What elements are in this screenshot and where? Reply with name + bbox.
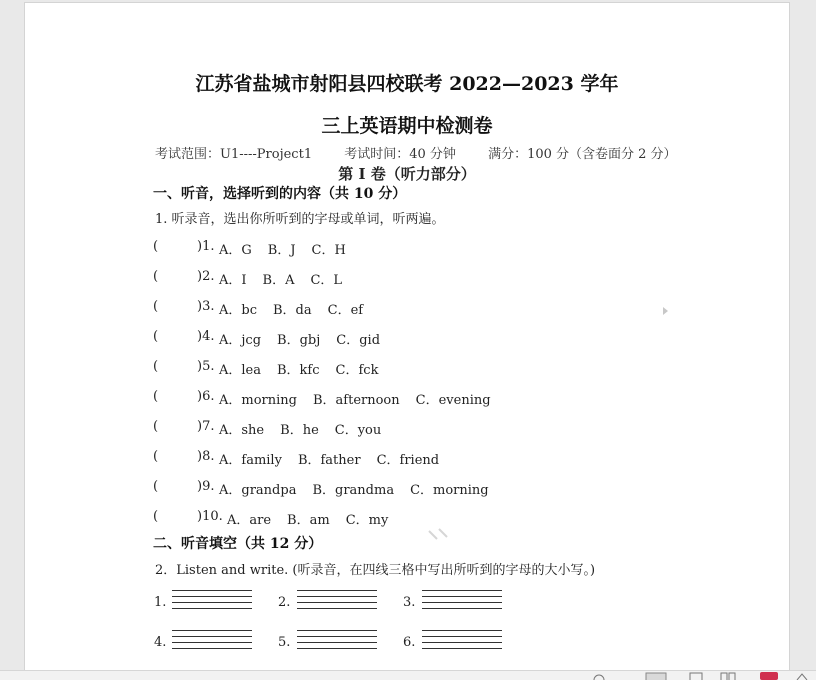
watermark-mark	[425, 523, 465, 553]
answer-paren: (	[153, 269, 159, 284]
option-group	[227, 509, 404, 528]
option-a: A．jcg	[219, 333, 262, 348]
option-c: C．L	[310, 273, 343, 288]
exam-subtitle: 三上英语期中检测卷	[321, 115, 493, 137]
exam-score: 满分：100 分（含卷面分 2 分）	[488, 147, 677, 162]
exam-time: 考试时间：40 分钟	[344, 147, 456, 162]
option-c: C．you	[334, 423, 382, 438]
option-b: B．gbj	[277, 333, 321, 348]
option-b: B．A	[262, 273, 295, 288]
four-line-grid	[172, 628, 252, 650]
option-b: B．afternoon	[312, 393, 400, 408]
answer-paren: (	[153, 479, 159, 494]
section-1-instruction: 1. 听录音，选出你所听到的字母或单词，听两遍。	[155, 212, 445, 227]
section-2-heading: 二、听音填空（共 12 分）	[153, 536, 323, 552]
four-line-grid	[172, 588, 252, 610]
question-number: )6.	[197, 389, 215, 404]
write-item-4-label: 4.	[154, 635, 167, 650]
question-number: )8.	[197, 449, 215, 464]
option-a: A．morning	[219, 393, 297, 408]
exam-scope: 考试范围：U1----Project1	[155, 147, 313, 162]
four-line-grid	[297, 628, 377, 650]
option-group	[219, 389, 507, 408]
option-c: C．H	[311, 243, 346, 258]
option-group	[219, 299, 379, 318]
answer-paren: (	[153, 389, 159, 404]
option-b: B．father	[297, 453, 361, 468]
answer-paren: (	[153, 239, 159, 254]
option-group	[219, 359, 394, 378]
option-a: A．I	[219, 273, 247, 288]
write-item-1-label: 1.	[154, 595, 167, 610]
option-group	[219, 269, 358, 288]
option-b: B．am	[287, 513, 330, 528]
option-a: A．bc	[219, 303, 257, 318]
write-item-2-label: 2.	[278, 595, 291, 610]
option-c: C．morning	[410, 483, 489, 498]
option-group	[219, 329, 396, 348]
four-line-grid	[297, 588, 377, 610]
write-item-5-label: 5.	[278, 635, 291, 650]
answer-paren: (	[153, 299, 159, 314]
question-number: )7.	[197, 419, 215, 434]
exam-title: 江苏省盐城市射阳县四校联考 2022—2023 学年	[195, 73, 619, 95]
option-group	[219, 479, 505, 498]
option-group	[219, 419, 397, 438]
four-line-grid	[422, 628, 502, 650]
option-group	[219, 239, 362, 258]
answer-paren: (	[153, 359, 159, 374]
question-number: )10.	[197, 509, 223, 524]
option-c: C．ef	[327, 303, 364, 318]
option-a: A．are	[227, 513, 272, 528]
option-b: B．he	[280, 423, 319, 438]
option-c: C．friend	[376, 453, 440, 468]
option-b: B．J	[267, 243, 296, 258]
answer-paren: (	[153, 449, 159, 464]
option-b: B．da	[273, 303, 312, 318]
option-b: B．grandma	[312, 483, 395, 498]
question-number: )1.	[197, 239, 215, 254]
question-number: )5.	[197, 359, 215, 374]
option-c: C．fck	[335, 363, 379, 378]
question-number: )2.	[197, 269, 215, 284]
section-1-heading: 一、听音，选择听到的内容（共 10 分）	[153, 186, 407, 202]
write-item-6-label: 6.	[403, 635, 416, 650]
option-c: C．gid	[336, 333, 381, 348]
question-number: )4.	[197, 329, 215, 344]
part-heading: 第 I 卷（听力部分）	[338, 165, 476, 183]
question-number: )3.	[197, 299, 215, 314]
question-number: )9.	[197, 479, 215, 494]
option-b: B．kfc	[277, 363, 320, 378]
option-a: A．G	[219, 243, 252, 258]
option-a: A．she	[219, 423, 265, 438]
option-c: C．evening	[415, 393, 491, 408]
exam-info	[155, 143, 677, 162]
answer-paren: (	[153, 509, 159, 524]
document-page	[24, 2, 790, 672]
option-a: A．grandpa	[219, 483, 297, 498]
option-c: C．my	[345, 513, 389, 528]
option-a: A．family	[219, 453, 282, 468]
four-line-grid	[422, 588, 502, 610]
section-2-instruction: 2．Listen and write. (听录音，在四线三格中写出所听到的字母的大小写。)	[155, 563, 596, 578]
answer-paren: (	[153, 329, 159, 344]
write-item-3-label: 3.	[403, 595, 416, 610]
option-group	[219, 449, 455, 468]
answer-paren: (	[153, 419, 159, 434]
option-a: A．lea	[219, 363, 261, 378]
page-turn-arrow-icon[interactable]	[663, 307, 668, 315]
